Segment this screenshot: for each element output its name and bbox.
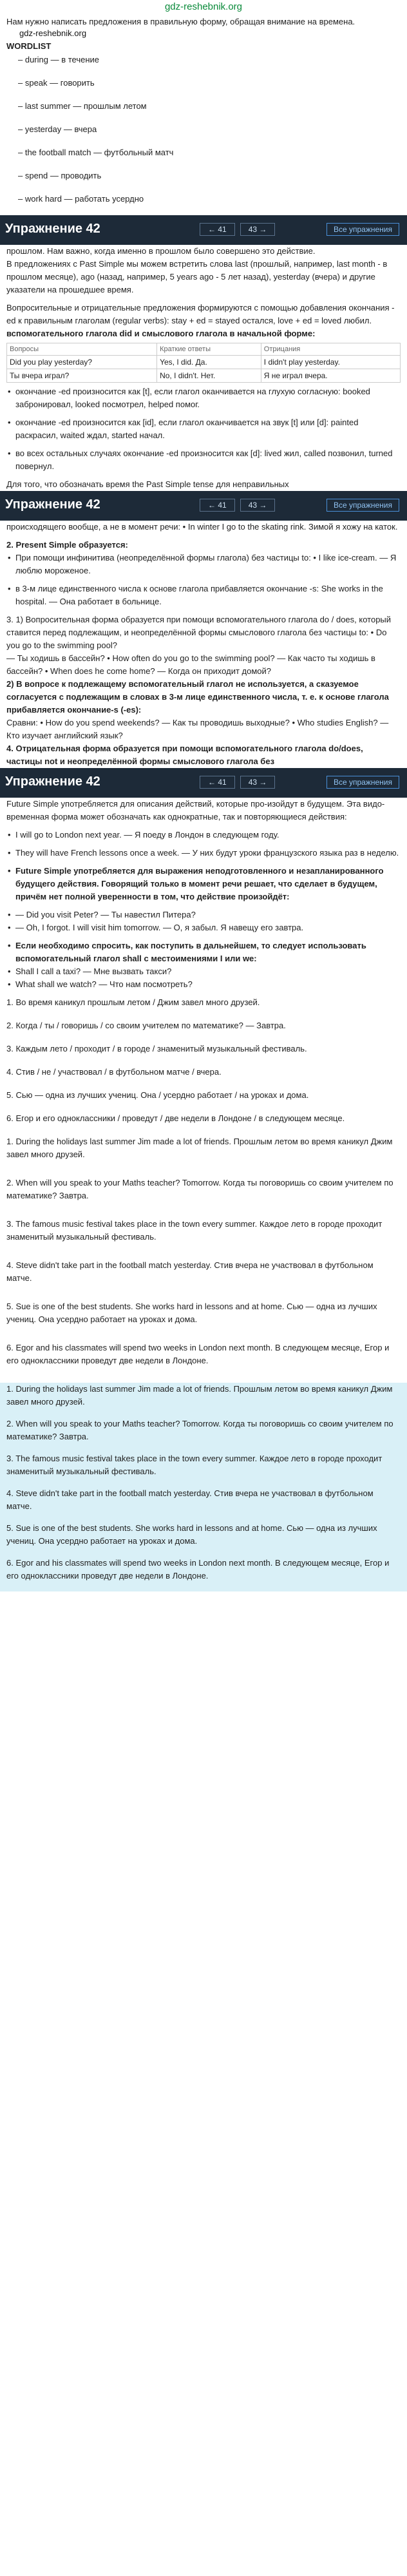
future-example: • They will have French lessons once a week. — У них будут уроки французского языка раз в неделю. — [0, 847, 407, 860]
translation-item: 6. Егор и его одноклассники / проведут / две недели в Лондоне / в следующем месяце. — [6, 1113, 345, 1123]
answer-item: 3. The famous music festival takes place in the town every summer. Каждое лето в городе проходит знаменитый музыкальный фестиваль. — [6, 1219, 383, 1242]
pager — [200, 223, 275, 236]
question-text-2: — Ты ходишь в бассейн? • How often do you go to the swimming pool? — Как часто ты ходишь в бассейн? • When does he come home? — Когда он приходит домой? — [6, 653, 375, 676]
table-cell: Did you play yesterday? — [7, 356, 157, 369]
prev-button[interactable]: ← 41 — [200, 776, 235, 789]
wordlist-item: – spend — проводить — [18, 169, 407, 192]
future-example: • What shall we watch? — Что нам посмотреть? — [0, 978, 407, 991]
answer-item: 6. Egor and his classmates will spend two weeks in London next month. В следующем месяце, Егор и его одноклассники проведут две недели в Лондоне. — [6, 1343, 390, 1365]
all-exercises-button[interactable]: Все упражнения — [327, 776, 399, 789]
watermark: gdz-reshebnik.org — [19, 28, 87, 38]
translation-item: 2. Когда / ты / говоришь / со своим учителем по математике? — Завтра. — [6, 1021, 286, 1030]
exercise-banner — [0, 215, 407, 245]
table-header: Краткие ответы — [157, 343, 261, 356]
ending-rule: • во всех остальных случаях окончание -ed произносится как [d]: lived жил, called позвонил, turned повернул. — [0, 447, 407, 473]
wordlist-item: – work hard — работать усердно — [18, 192, 407, 215]
future-text: Future Simple употребляется для описания действий, которые про-изойдут в будущем. Эта видо-временная форма может обозначать как однократные, так и повторяющиеся действия: — [6, 799, 385, 822]
future-example: • — Oh, I forgot. I will visit him tomorrow. — О, я забыл. Я навещу его завтра. — [0, 921, 407, 934]
future-example: • — Did you visit Peter? — Ты навестил Питера? — [0, 908, 407, 921]
question-text-1: 3. 1) Вопросительная форма образуется при помощи вспомогательного глагола do / does, который ставится перед подлежащим, и неопределённой формы смыслового глагола без частицы to: • Do you go to the swimming pool? — [6, 615, 392, 650]
answer-item: 2. When will you speak to your Maths teacher? Tomorrow. Когда ты поговоришь со своим учителем по математике? Завтра. — [6, 1178, 393, 1200]
ps-text-2: В предложениях с Past Simple мы можем встретить слова last (прошлый, например, last month - в прошлом месяце), ago (назад, например, 5 years ago - 5 лет назад), yesterday (вчера) и другие указатели на прошедшее время. — [6, 259, 388, 294]
prev-button[interactable]: ← 41 — [200, 499, 235, 512]
table-cell: Yes, I did. Да. — [157, 356, 261, 369]
ps-text-1: прошлом. Нам важно, когда именно в прошлом было совершено это действие. — [6, 246, 316, 256]
intro-text: Нам нужно написать предложения в правильную форму, обращая внимание на времена. — [6, 17, 355, 26]
exercise-title: Упражнение 42 — [5, 222, 100, 236]
did-table — [6, 343, 401, 383]
question-text-4: Сравни: • How do you spend weekends? — Как ты проводишь выходные? • Who studies English? — Кто изучает английский язык? — [6, 718, 389, 740]
ps-text-4: вспомогательного глагола did и смыслового глагола в начальной форме: — [6, 329, 316, 338]
all-exercises-button[interactable]: Все упражнения — [327, 499, 399, 512]
answer-item-highlighted: 5. Sue is one of the best students. She works hard in lessons and at home. Сью — одна из лучших учениц. Она усердно работает на уроках и дома. — [6, 1523, 377, 1546]
wordlist-item: – last summer — прошлым летом — [18, 99, 407, 122]
translation-item: 3. Каждым лето / проходит / в городе / знаменитый музыкальный фестиваль. — [6, 1044, 307, 1053]
pager — [200, 776, 275, 789]
next-button[interactable]: 43 → — [240, 499, 276, 512]
table-header: Отрицания — [261, 343, 400, 356]
answer-item-highlighted: 4. Steve didn't take part in the football match yesterday. Стив вчера не участвовал в футбольном матче. — [6, 1488, 374, 1511]
wordlist-item: – speak — говорить — [18, 76, 407, 99]
answer-item-highlighted: 6. Egor and his classmates will spend two weeks in London next month. В следующем месяце, Егор и его одноклассники проведут две недели в Лондоне. — [6, 1558, 390, 1581]
prev-button[interactable]: ← 41 — [200, 223, 235, 236]
answer-item: 1. During the holidays last summer Jim made a lot of friends. Прошлым летом во время каникул Джим завел много друзей. — [6, 1137, 393, 1159]
future-example: • Shall I call a taxi? — Мне вызвать такси? — [0, 965, 407, 978]
present-heading: 2. Present Simple образуется: — [6, 540, 128, 550]
future-rule: • Future Simple употребляется для выражения неподготовленного и незапланированного будущего действия. Говорящий только в момент речи решает, что сделает в будущем, причём нет полной уверенности в том, что действие произойдёт: — [0, 865, 407, 903]
question-text-3: 2) В вопросе к подлежащему вспомогательный глагол не используется, а сказуемое согласуется с подлежащим в словах в 3-м лице единственного числа, т. е. к основе глагола прибавляется окончание-s (-es): — [6, 679, 389, 715]
exercise-banner — [0, 768, 407, 798]
question-text-5: 4. Отрицательная форма образуется при помощи вспомогательного глагола do/does, частицы not и неопределённой формы смыслового глагола без — [6, 744, 363, 766]
answer-item-highlighted: 3. The famous music festival takes place in the town every summer. Каждое лето в городе проходит знаменитый музыкальный фестиваль. — [6, 1454, 383, 1476]
wordlist-item: – during — в течение — [18, 53, 407, 76]
present-text-2: происходящего вообще, а не в момент речи: • In winter I go to the skating rink. Зимой я хожу на каток. — [6, 522, 398, 532]
table-cell: No, I didn't. Нет. — [157, 369, 261, 383]
translation-item: 5. Сью — одна из лучших учениц. Она / усердно работает / на уроках и дома. — [6, 1090, 309, 1100]
exercise-banner — [0, 491, 407, 521]
ending-rule: • окончание -ed произносится как [id], если глагол оканчивается на звук [t] или [d]: painted раскрасил, waited ждал, started начал. — [0, 416, 407, 442]
present-rule: • При помощи инфинитива (неопределённой формы глагола) без частицы to: • I like ice-cream. — Я люблю мороженое. — [0, 552, 407, 577]
table-cell: I didn't play yesterday. — [261, 356, 400, 369]
present-text-1: Для того, что обозначать время the Past Simple tense для неправильных — [6, 479, 289, 489]
table-cell: Я не играл вчера. — [261, 369, 400, 383]
translation-item: 1. Во время каникул прошлым летом / Джим завел много друзей. — [6, 997, 260, 1007]
exercise-title: Упражнение 42 — [5, 497, 100, 512]
wordlist-item: – the football match — футбольный матч — [18, 146, 407, 169]
ending-rule: • окончание -ed произносится как [t], если глагол оканчивается на глухую согласную: booked забронировал, looked посмотрел, helped помог. — [0, 385, 407, 411]
answer-item: 5. Sue is one of the best students. She works hard in lessons and at home. Сью — одна из лучших учениц. Она усердно работает на уроках и дома. — [6, 1302, 377, 1324]
answer-item-highlighted: 2. When will you speak to your Maths teacher? Tomorrow. Когда ты поговоришь со своим учителем по математике? Завтра. — [6, 1419, 393, 1441]
next-button[interactable]: 43 → — [240, 223, 276, 236]
table-row — [7, 369, 401, 383]
wordlist-item: – yesterday — вчера — [18, 122, 407, 146]
answer-item: 4. Steve didn't take part in the football match yesterday. Стив вчера не участвовал в футбольном матче. — [6, 1260, 374, 1283]
next-button[interactable]: 43 → — [240, 776, 276, 789]
exercise-title: Упражнение 42 — [5, 774, 100, 789]
ps-text-3: Вопросительные и отрицательные предложения формируются с помощью добавления окончания -ed к правильным глаголам (regular verbs): stay + ed = stayed остался, love + ed = loved любил. — [6, 303, 395, 325]
table-header: Вопросы — [7, 343, 157, 356]
table-cell: Ты вчера играл? — [7, 369, 157, 383]
pager — [200, 499, 275, 512]
table-row — [7, 356, 401, 369]
site-header[interactable]: gdz-reshebnik.org — [164, 1, 243, 12]
all-exercises-button[interactable]: Все упражнения — [327, 223, 399, 236]
future-example: • I will go to London next year. — Я поеду в Лондон в следующем году. — [0, 829, 407, 841]
translation-item: 4. Стив / не / участвовал / в футбольном матче / вчера. — [6, 1067, 222, 1077]
future-rule: • Если необходимо спросить, как поступить в дальнейшем, то следует использовать вспомогательный глагол shall с местоимениями I или we: — [0, 939, 407, 965]
highlighted-answers — [0, 1383, 407, 1591]
answer-item-highlighted: 1. During the holidays last summer Jim made a lot of friends. Прошлым летом во время каникул Джим завел много друзей. — [6, 1384, 393, 1407]
wordlist-title: WORDLIST — [6, 41, 52, 51]
wordlist — [0, 53, 407, 215]
present-rule: • в 3-м лице единственного числа к основе глагола прибавляется окончание -s: She works in the hospital. — Она работает в больнице. — [0, 582, 407, 608]
